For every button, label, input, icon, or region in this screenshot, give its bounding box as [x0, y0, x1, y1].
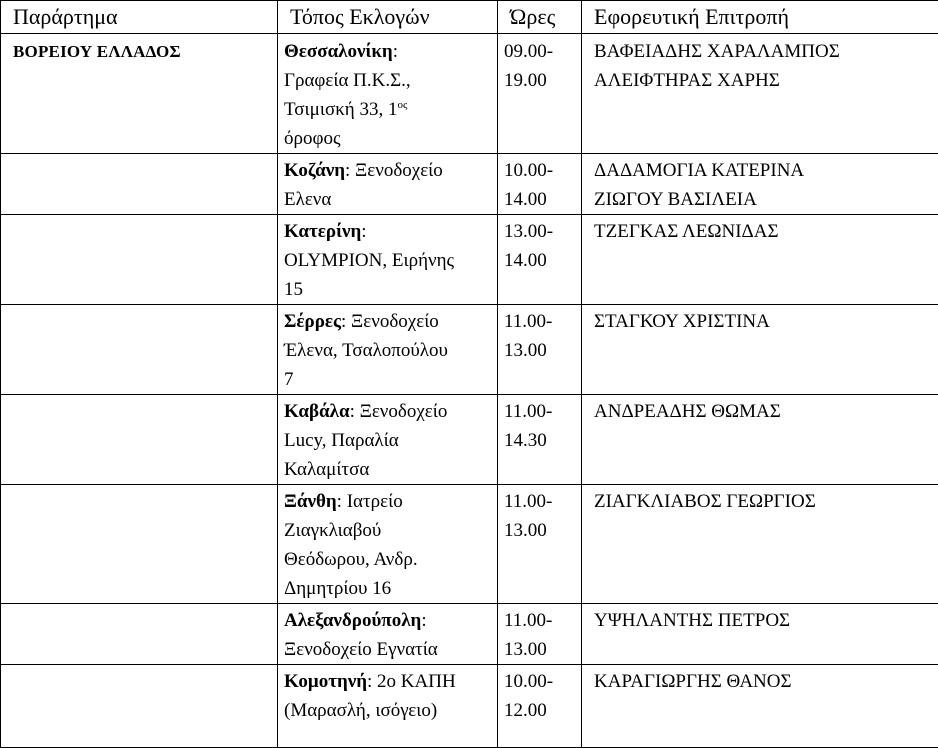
committee-member: ΔΑΔΑΜΟΓΙΑ ΚΑΤΕΡΙΝΑ [594, 156, 938, 185]
location-cell [278, 34, 498, 154]
header-location: Τόπος Εκλογών [278, 1, 498, 34]
committee-cell [582, 154, 938, 215]
hours-start: 11.00- [504, 606, 581, 635]
branch-cell [1, 604, 278, 665]
table-row [1, 34, 938, 154]
committee-member: ΤΖΕΓΚΑΣ ΛΕΩΝΙΔΑΣ [594, 217, 938, 246]
location-line: Έλενα, Τσαλοπούλου [284, 336, 497, 365]
committee-member: ΖΙΩΓΟΥ ΒΑΣΙΛΕΙΑ [594, 185, 938, 214]
location-line: Lucy, Παραλία [284, 426, 497, 455]
location-line: Δημητρίου 16 [284, 574, 497, 603]
hours-cell [498, 154, 582, 215]
committee-cell [582, 215, 938, 305]
location-line: Θεόδωρου, Ανδρ. [284, 545, 497, 574]
location-line: 7 [284, 365, 497, 394]
city-name: Θεσσαλονίκη [284, 41, 393, 62]
table-row [1, 485, 938, 604]
table-row [1, 395, 938, 485]
committee-cell [582, 34, 938, 154]
location-sep: : [393, 41, 398, 62]
hours-end: 14.30 [504, 426, 581, 455]
hours-start: 10.00- [504, 667, 581, 696]
hours-start: 11.00- [504, 307, 581, 336]
location-line: (Μαρασλή, ισόγειο) [284, 696, 497, 725]
hours-start: 11.00- [504, 487, 581, 516]
hours-cell [498, 215, 582, 305]
hours-cell [498, 485, 582, 604]
location-sep: : [361, 221, 366, 242]
location-cell [278, 485, 498, 604]
location-sep: : Ξενοδοχείο [345, 160, 443, 181]
branch-cell: ΒΟΡΕΙΟΥ ΕΛΛΑΔΟΣ [1, 34, 278, 154]
location-cell [278, 154, 498, 215]
location-cell [278, 215, 498, 305]
hours-end: 12.00 [504, 696, 581, 725]
location-sep: : Ξενοδοχείο [350, 401, 448, 422]
location-line: Ελενα [284, 185, 497, 214]
committee-member: ΣΤΑΓΚΟΥ ΧΡΙΣΤΙΝΑ [594, 307, 938, 336]
table-row [1, 154, 938, 215]
committee-cell [582, 485, 938, 604]
header-hours: Ώρες [498, 1, 582, 34]
location-line: OLYMPION, Ειρήνης [284, 246, 497, 275]
hours-end: 14.00 [504, 246, 581, 275]
branch-cell [1, 154, 278, 215]
hours-end: 13.00 [504, 635, 581, 664]
location-line: Τσιμισκή 33, 1 [284, 99, 397, 120]
city-name: Καβάλα [284, 401, 350, 422]
header-branch: Παράρτημα [1, 1, 278, 34]
committee-member: ΑΝΔΡΕΑΔΗΣ ΘΩΜΑΣ [594, 397, 938, 426]
location-line: Γραφεία Π.Κ.Σ., [284, 66, 497, 95]
table-row [1, 215, 938, 305]
hours-cell [498, 395, 582, 485]
committee-member: ΑΛΕΙΦΤΗΡΑΣ ΧΑΡΗΣ [594, 66, 938, 95]
location-line: Ζιαγκλιαβού [284, 516, 497, 545]
committee-member: ΚΑΡΑΓΙΩΡΓΗΣ ΘΑΝΟΣ [594, 667, 938, 696]
hours-end: 13.00 [504, 516, 581, 545]
location-line: όροφος [284, 124, 497, 153]
branch-cell [1, 215, 278, 305]
branch-cell [1, 665, 278, 748]
location-sep: : [421, 610, 426, 631]
location-cell [278, 604, 498, 665]
committee-cell [582, 665, 938, 748]
hours-cell [498, 604, 582, 665]
branch-cell [1, 305, 278, 395]
city-name: Σέρρες [284, 311, 341, 332]
hours-end: 13.00 [504, 336, 581, 365]
committee-cell [582, 604, 938, 665]
hours-end: 14.00 [504, 185, 581, 214]
table-row [1, 665, 938, 748]
hours-cell [498, 665, 582, 748]
committee-member: ΥΨΗΛΑΝΤΗΣ ΠΕΤΡΟΣ [594, 606, 938, 635]
header-committee: Εφορευτική Επιτροπή [582, 1, 938, 34]
city-name: Ξάνθη [284, 491, 337, 512]
location-sep: : Ιατρείο [337, 491, 403, 512]
location-cell [278, 665, 498, 748]
location-line: Ξενοδοχείο Εγνατία [284, 635, 497, 664]
hours-start: 09.00- [504, 37, 581, 66]
hours-start: 10.00- [504, 156, 581, 185]
city-name: Αλεξανδρούπολη [284, 610, 421, 631]
hours-cell [498, 305, 582, 395]
table-row [1, 305, 938, 395]
hours-start: 11.00- [504, 397, 581, 426]
committee-member: ΒΑΦΕΙΑΔΗΣ ΧΑΡΑΛΑΜΠΟΣ [594, 37, 938, 66]
city-name: Κατερίνη [284, 221, 361, 242]
hours-end: 19.00 [504, 66, 581, 95]
location-cell [278, 395, 498, 485]
location-sep: : Ξενοδοχείο [341, 311, 439, 332]
hours-cell [498, 34, 582, 154]
branch-cell [1, 485, 278, 604]
committee-cell [582, 395, 938, 485]
location-sep: : 2ο ΚΑΠΗ [367, 671, 456, 692]
branch-cell [1, 395, 278, 485]
table-row [1, 604, 938, 665]
city-name: Κοζάνη [284, 160, 345, 181]
hours-start: 13.00- [504, 217, 581, 246]
committee-member: ΖΙΑΓΚΛΙΑΒΟΣ ΓΕΩΡΓΙΟΣ [594, 487, 938, 516]
city-name: Κομοτηνή [284, 671, 367, 692]
location-line: 15 [284, 275, 497, 304]
location-line: Καλαμίτσα [284, 455, 497, 484]
header-row [1, 1, 938, 34]
ordinal-suffix: ος [397, 99, 407, 111]
location-cell [278, 305, 498, 395]
committee-cell [582, 305, 938, 395]
